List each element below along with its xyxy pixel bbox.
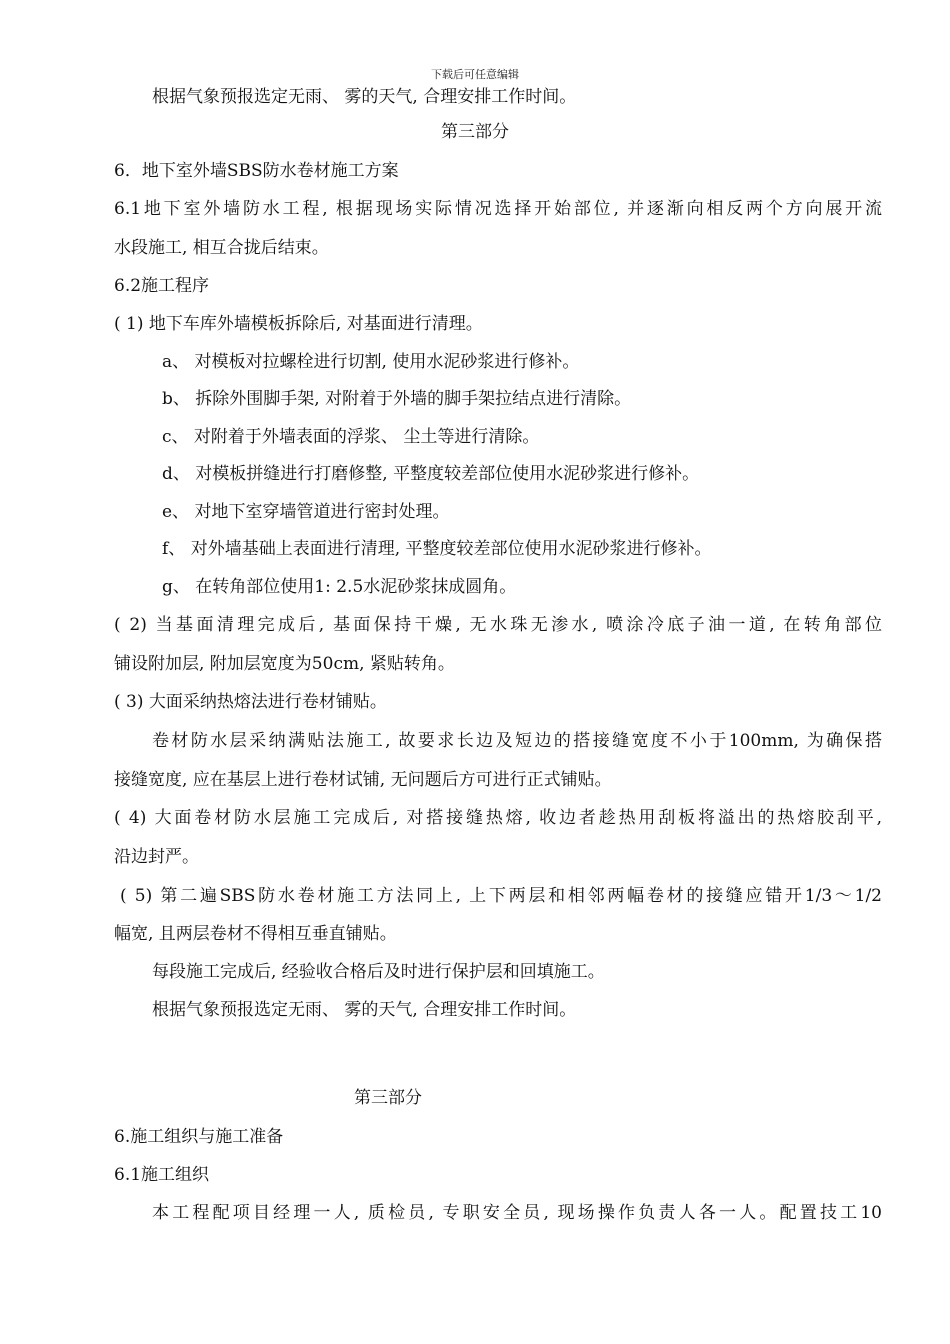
- paragraph-line: 6.1地下室外墙防水工程, 根据现场实际情况选择开始部位, 并逐渐向相反两个方向展开流: [114, 199, 882, 219]
- list-item: f、 对外墙基础上表面进行清理, 平整度较差部位使用水泥砂浆进行修补。: [162, 539, 712, 559]
- list-item: d、 对模板拼缝进行打磨修整, 平整度较差部位使用水泥砂浆进行修补。: [162, 464, 700, 484]
- paragraph-line: 卷材防水层采纳满贴法施工, 故要求长边及短边的搭接缝宽度不小于100mm, 为确保搭: [152, 731, 882, 751]
- list-item: b、 拆除外围脚手架, 对附着于外墙的脚手架拉结点进行清除。: [162, 389, 632, 409]
- list-item: ( 1) 地下车库外墙模板拆除后, 对基面进行清理。: [114, 314, 483, 334]
- list-item: a、 对模板对拉螺栓进行切割, 使用水泥砂浆进行修补。: [162, 352, 580, 372]
- heading-line: 6．地下室外墙SBS防水卷材施工方案: [114, 161, 399, 181]
- heading-line: 6.2施工程序: [114, 276, 210, 296]
- list-item: g、 在转角部位使用1: 2.5水泥砂浆抹成圆角。: [162, 577, 517, 597]
- paragraph-line: 沿边封严。: [114, 847, 199, 867]
- header-note: 下载后可任意编辑: [431, 68, 519, 81]
- paragraph-line: 铺设附加层, 附加层宽度为50cm, 紧贴转角。: [114, 654, 455, 674]
- list-item: c、 对附着于外墙表面的浮浆、 尘土等进行清除。: [162, 427, 540, 447]
- paragraph-line: 根据气象预报选定无雨、 雾的天气, 合理安排工作时间。: [152, 87, 577, 107]
- heading-line: 6.1施工组织: [114, 1165, 210, 1185]
- list-item: ( 3) 大面采纳热熔法进行卷材铺贴。: [114, 692, 387, 712]
- list-item: ( 5) 第二遍SBS防水卷材施工方法同上, 上下两层和相邻两幅卷材的接缝应错开1/3～1/2: [120, 886, 882, 906]
- section-heading: 第三部分: [354, 1088, 422, 1108]
- list-item: ( 4) 大面卷材防水层施工完成后, 对搭接缝热熔, 收边者趁热用刮板将溢出的热熔胶刮平,: [114, 808, 882, 828]
- heading-line: 6.施工组织与施工准备: [114, 1127, 284, 1147]
- paragraph-line: 接缝宽度, 应在基层上进行卷材试铺, 无问题后方可进行正式铺贴。: [114, 770, 612, 790]
- paragraph-line: 幅宽, 且两层卷材不得相互垂直铺贴。: [114, 924, 397, 944]
- section-heading: 第三部分: [441, 122, 509, 142]
- paragraph-line: 根据气象预报选定无雨、 雾的天气, 合理安排工作时间。: [152, 1000, 577, 1020]
- list-item: ( 2) 当基面清理完成后, 基面保持干燥, 无水珠无渗水, 喷涂冷底子油一道, 在转角部位: [114, 615, 882, 635]
- paragraph-line: 每段施工完成后, 经验收合格后及时进行保护层和回填施工。: [152, 962, 605, 982]
- list-item: e、 对地下室穿墙管道进行密封处理。: [162, 502, 450, 522]
- paragraph-line: 水段施工, 相互合拢后结束。: [114, 238, 329, 258]
- paragraph-line: 本工程配项目经理一人, 质检员, 专职安全员, 现场操作负责人各一人。配置技工10: [152, 1203, 882, 1223]
